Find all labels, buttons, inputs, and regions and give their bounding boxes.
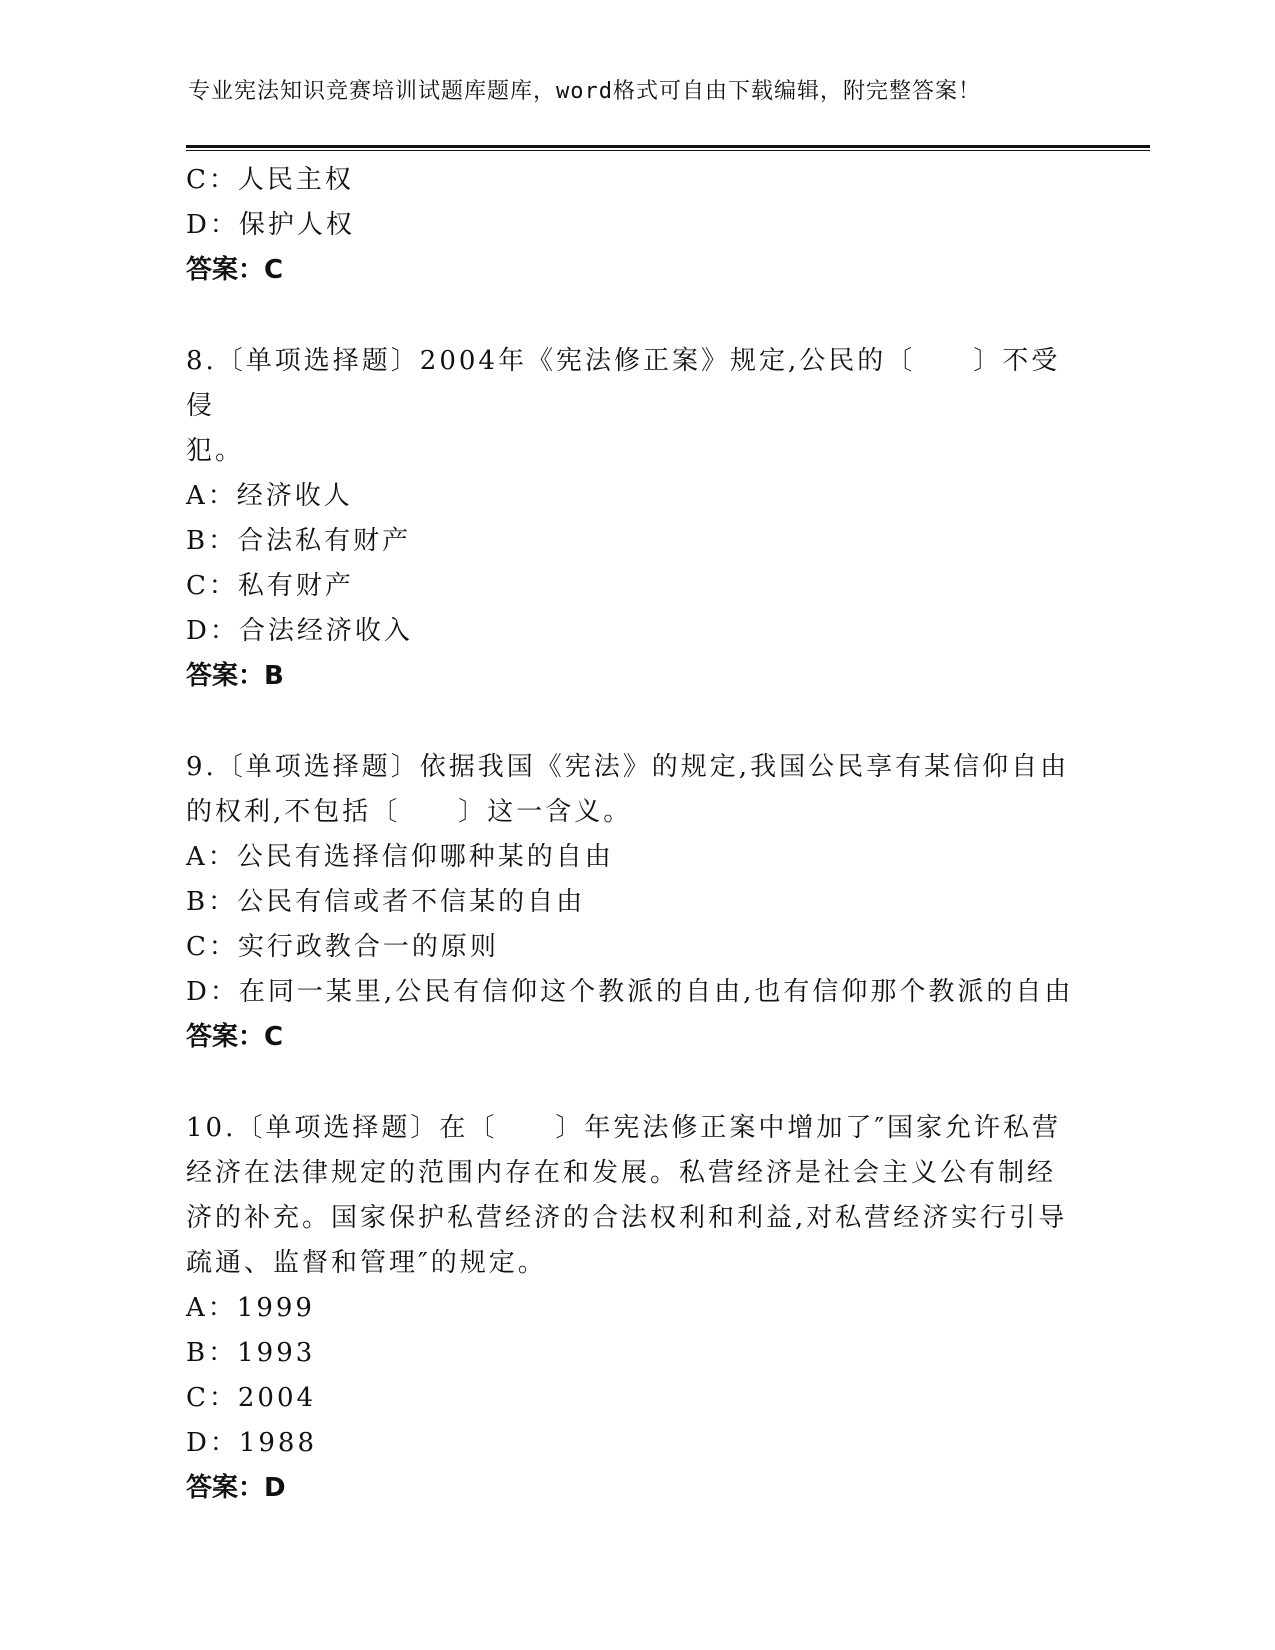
answer-line: 答案：D <box>186 1473 286 1503</box>
answer-line: 答案：B <box>186 661 284 691</box>
header-rule-thick <box>186 145 1150 148</box>
answer-line: 答案：C <box>186 1022 284 1052</box>
option-a: A：公民有选择信仰哪种某的自由 <box>186 842 614 872</box>
question-content <box>186 158 1076 1511</box>
option-c: C：2004 <box>186 1383 317 1413</box>
option-b: B：合法私有财产 <box>186 526 412 556</box>
option-d: D：1988 <box>186 1428 318 1458</box>
question-9 <box>186 745 1076 1060</box>
option-c: C：私有财产 <box>186 571 354 601</box>
option-d: D：在同一某里,公民有信仰这个教派的自由,也有信仰那个教派的自由 <box>186 977 1074 1007</box>
question-8 <box>186 339 1076 699</box>
option-a: A：经济收人 <box>186 481 353 511</box>
option-c: C：实行政教合一的原则 <box>186 932 499 962</box>
answer-line: 答案：C <box>186 255 284 285</box>
option-b: B：1993 <box>186 1338 316 1368</box>
option-line: C：人民主权 <box>186 165 354 195</box>
option-line: D：保护人权 <box>186 210 355 240</box>
question-stem: 犯。 <box>186 436 245 466</box>
option-b: B：公民有信或者不信某的自由 <box>186 887 586 917</box>
header-rule-thin <box>186 150 1150 151</box>
question-10 <box>186 1106 1076 1511</box>
question-stem: 10.〔单项选择题〕在〔 〕年宪法修正案中增加了″国家允许私营 <box>186 1113 1062 1143</box>
question-stem: 9.〔单项选择题〕依据我国《宪法》的规定,我国公民享有某信仰自由 <box>186 752 1070 782</box>
page-header: 专业宪法知识竞赛培训试题库题库，word格式可自由下载编辑，附完整答案！ <box>188 79 981 104</box>
question-stem: 的权利,不包括〔 〕这一含义。 <box>186 797 633 827</box>
question-stem: 8.〔单项选择题〕2004年《宪法修正案》规定,公民的〔 〕不受侵 <box>186 346 1061 421</box>
question-stem: 济的补充。国家保护私营经济的合法权利和利益,对私营经济实行引导 <box>186 1203 1068 1233</box>
option-d: D：合法经济收入 <box>186 616 413 646</box>
question-stem: 疏通、监督和管理″的规定。 <box>186 1248 547 1278</box>
option-a: A：1999 <box>186 1293 315 1323</box>
question-stem: 经济在法律规定的范围内存在和发展。私营经济是社会主义公有制经 <box>186 1158 1057 1188</box>
